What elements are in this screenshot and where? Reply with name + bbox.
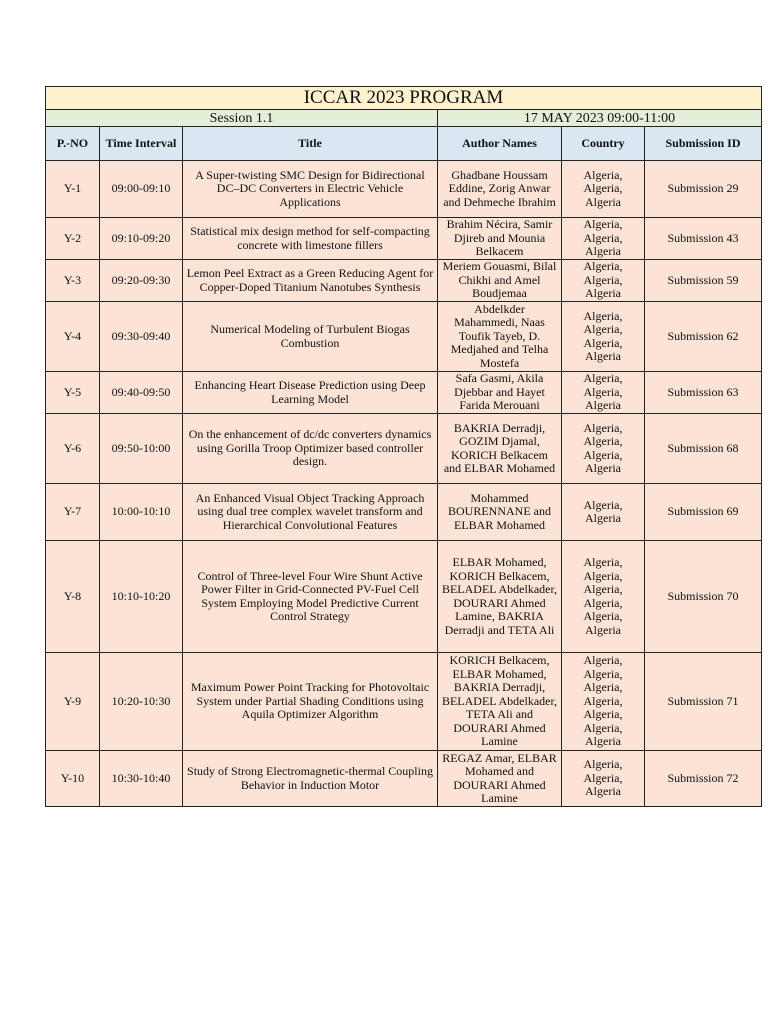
cell-title: On the enhancement of dc/dc converters dynamics using Gorilla Troop Optimizer based controller design. <box>183 414 438 484</box>
cell-country: Algeria, Algeria, Algeria, Algeria, Algeria, Algeria <box>562 541 645 653</box>
column-header-title: Title <box>183 127 438 161</box>
program-table <box>45 86 762 807</box>
session-row <box>46 110 762 127</box>
cell-pno: Y-1 <box>46 161 100 218</box>
cell-country: Algeria, Algeria, Algeria, Algeria <box>562 414 645 484</box>
cell-time: 09:50-10:00 <box>100 414 183 484</box>
table-row <box>46 218 762 260</box>
cell-country: Algeria, Algeria, Algeria, Algeria, Algeria, Algeria, Algeria <box>562 653 645 751</box>
cell-title: Control of Three-level Four Wire Shunt Active Power Filter in Grid-Connected PV-Fuel Cell System Employing Model Predictive Current Control Strategy <box>183 541 438 653</box>
cell-title: A Super-twisting SMC Design for Bidirectional DC–DC Converters in Electric Vehicle Applications <box>183 161 438 218</box>
column-header-authors: Author Names <box>438 127 562 161</box>
column-header-row <box>46 127 762 161</box>
cell-country: Algeria, Algeria, Algeria <box>562 751 645 807</box>
cell-authors: Ghadbane Houssam Eddine, Zorig Anwar and Dehmeche Ibrahim <box>438 161 562 218</box>
table-row <box>46 161 762 218</box>
cell-time: 10:30-10:40 <box>100 751 183 807</box>
cell-pno: Y-2 <box>46 218 100 260</box>
cell-time: 10:00-10:10 <box>100 484 183 541</box>
cell-time: 09:20-09:30 <box>100 260 183 302</box>
table-row <box>46 751 762 807</box>
cell-pno: Y-6 <box>46 414 100 484</box>
cell-title: Study of Strong Electromagnetic-thermal Coupling Behavior in Induction Motor <box>183 751 438 807</box>
cell-submission: Submission 63 <box>645 372 762 414</box>
table-row <box>46 541 762 653</box>
cell-pno: Y-10 <box>46 751 100 807</box>
cell-authors: Brahim Nécira, Samir Djireb and Mounia Belkacem <box>438 218 562 260</box>
cell-submission: Submission 72 <box>645 751 762 807</box>
cell-authors: Safa Gasmi, Akila Djebbar and Hayet Farida Merouani <box>438 372 562 414</box>
cell-country: Algeria, Algeria, Algeria, Algeria <box>562 302 645 372</box>
cell-time: 10:10-10:20 <box>100 541 183 653</box>
table-row <box>46 414 762 484</box>
cell-authors: Meriem Gouasmi, Bilal Chikhi and Amel Boudjemaa <box>438 260 562 302</box>
cell-pno: Y-8 <box>46 541 100 653</box>
cell-title: An Enhanced Visual Object Tracking Approach using dual tree complex wavelet transform and Hierarchical Convolutional Features <box>183 484 438 541</box>
cell-time: 09:00-09:10 <box>100 161 183 218</box>
cell-pno: Y-5 <box>46 372 100 414</box>
cell-pno: Y-4 <box>46 302 100 372</box>
cell-title: Numerical Modeling of Turbulent Biogas Combustion <box>183 302 438 372</box>
cell-submission: Submission 68 <box>645 414 762 484</box>
column-header-country: Country <box>562 127 645 161</box>
cell-title: Enhancing Heart Disease Prediction using Deep Learning Model <box>183 372 438 414</box>
cell-country: Algeria, Algeria, Algeria <box>562 372 645 414</box>
cell-submission: Submission 70 <box>645 541 762 653</box>
table-row <box>46 260 762 302</box>
session-date-time: 17 MAY 2023 09:00-11:00 <box>438 110 762 127</box>
cell-authors: Mohammed BOURENNANE and ELBAR Mohamed <box>438 484 562 541</box>
program-title-row <box>46 87 762 110</box>
cell-country: Algeria, Algeria, Algeria <box>562 260 645 302</box>
cell-authors: BAKRIA Derradji, GOZIM Djamal, KORICH Belkacem and ELBAR Mohamed <box>438 414 562 484</box>
cell-authors: REGAZ Amar, ELBAR Mohamed and DOURARI Ahmed Lamine <box>438 751 562 807</box>
cell-submission: Submission 69 <box>645 484 762 541</box>
cell-time: 09:30-09:40 <box>100 302 183 372</box>
cell-title: Lemon Peel Extract as a Green Reducing Agent for Copper-Doped Titanium Nanotubes Synthesis <box>183 260 438 302</box>
cell-authors: KORICH Belkacem, ELBAR Mohamed, BAKRIA Derradji, BELADEL Abdelkader, TETA Ali and DOURARI Ahmed Lamine <box>438 653 562 751</box>
cell-title: Statistical mix design method for self-compacting concrete with limestone fillers <box>183 218 438 260</box>
column-header-time: Time Interval <box>100 127 183 161</box>
cell-pno: Y-9 <box>46 653 100 751</box>
cell-authors: ELBAR Mohamed, KORICH Belkacem, BELADEL Abdelkader, DOURARI Ahmed Lamine, BAKRIA Derradji and TETA Ali <box>438 541 562 653</box>
column-header-pno: P.-NO <box>46 127 100 161</box>
cell-country: Algeria, Algeria, Algeria <box>562 161 645 218</box>
column-header-submission: Submission ID <box>645 127 762 161</box>
program-title: ICCAR 2023 PROGRAM <box>46 87 762 110</box>
cell-submission: Submission 59 <box>645 260 762 302</box>
session-name: Session 1.1 <box>46 110 438 127</box>
cell-submission: Submission 62 <box>645 302 762 372</box>
cell-pno: Y-3 <box>46 260 100 302</box>
cell-time: 09:40-09:50 <box>100 372 183 414</box>
cell-country: Algeria, Algeria, Algeria <box>562 218 645 260</box>
table-row <box>46 653 762 751</box>
cell-authors: Abdelkder Mahammedi, Naas Toufik Tayeb, D. Medjahed and Telha Mostefa <box>438 302 562 372</box>
cell-title: Maximum Power Point Tracking for Photovoltaic System under Partial Shading Conditions using Aquila Optimizer Algorithm <box>183 653 438 751</box>
cell-time: 10:20-10:30 <box>100 653 183 751</box>
cell-time: 09:10-09:20 <box>100 218 183 260</box>
cell-submission: Submission 29 <box>645 161 762 218</box>
cell-country: Algeria, Algeria <box>562 484 645 541</box>
cell-submission: Submission 71 <box>645 653 762 751</box>
table-row <box>46 484 762 541</box>
cell-pno: Y-7 <box>46 484 100 541</box>
table-row <box>46 302 762 372</box>
table-row <box>46 372 762 414</box>
cell-submission: Submission 43 <box>645 218 762 260</box>
